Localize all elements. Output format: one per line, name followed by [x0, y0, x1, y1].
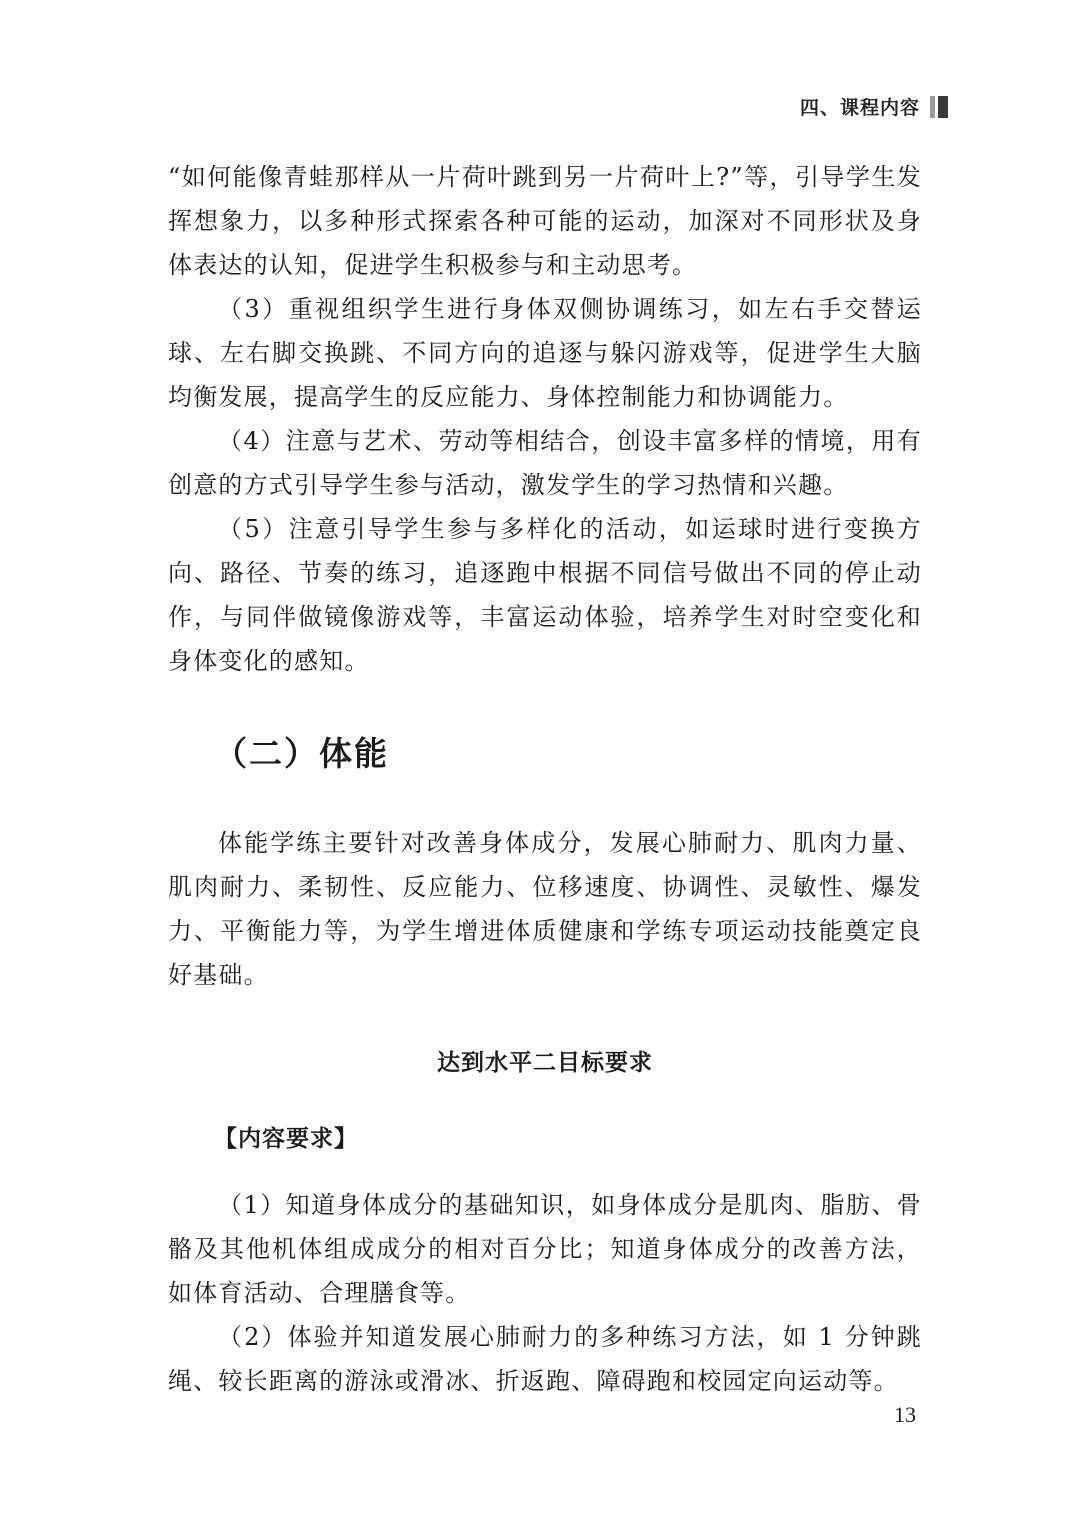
level-heading: 达到水平二目标要求 [437, 1050, 653, 1076]
paragraph-item-3: （3）重视组织学生进行身体双侧协调练习，如左右手交替运球、左右脚交换跳、不同方向的追逐与躲闪游戏等，促进学生大脑均衡发展，提高学生的反应能力、身体控制能力和协调能力。 [168, 295, 922, 411]
paragraph-item-5: （5）注意引导学生参与多样化的活动，如运球时进行变换方向、路径、节奏的练习，追逐跑中根据不同信号做出不同的停止动作，与同伴做镜像游戏等，丰富运动体验，培养学生对时空变化和身体变化的感知。 [168, 515, 922, 675]
running-header-title: 四、课程内容 [799, 97, 920, 119]
requirement-item-2: （2）体验并知道发展心肺耐力的多种练习方法，如 1 分钟跳绳、较长距离的游泳或滑冰、折返跑、障碍跑和校园定向运动等。 [168, 1323, 922, 1395]
paragraph-continuation: “如何能像青蛙那样从一片荷叶跳到另一片荷叶上?”等，引导学生发挥想象力，以多种形式探索各种可能的运动，加深对不同形状及身体表达的认知，促进学生积极参与和主动思考。 [168, 163, 922, 279]
spacer [168, 1157, 922, 1183]
paragraph-item-4: （4）注意与艺术、劳动等相结合，创设丰富多样的情境，用有创意的方式引导学生参与活动，激发学生的学习热情和兴趣。 [168, 427, 922, 499]
running-header [800, 93, 948, 120]
header-bar-thick [938, 96, 948, 118]
spacer [168, 779, 922, 821]
page-number: 13 [894, 1402, 916, 1427]
header-bars-decoration [930, 96, 948, 118]
page-body [168, 155, 922, 1403]
section-intro: 体能学练主要针对改善身体成分，发展心肺耐力、肌肉力量、肌肉耐力、柔韧性、反应能力、位移速度、协调性、灵敏性、爆发力、平衡能力等，为学生增进体质健康和学练专项运动技能奠定良好基础。 [168, 829, 922, 989]
section-title: （二）体能 [214, 734, 389, 773]
header-bar-thin [930, 96, 935, 118]
content-requirements-heading: 【内容要求】 [214, 1126, 358, 1152]
requirement-item-1: （1）知道身体成分的基础知识，如身体成分是肌肉、脂肪、骨骼及其他机体组成成分的相对百分比；知道身体成分的改善方法，如体育活动、合理膳食等。 [168, 1191, 922, 1307]
